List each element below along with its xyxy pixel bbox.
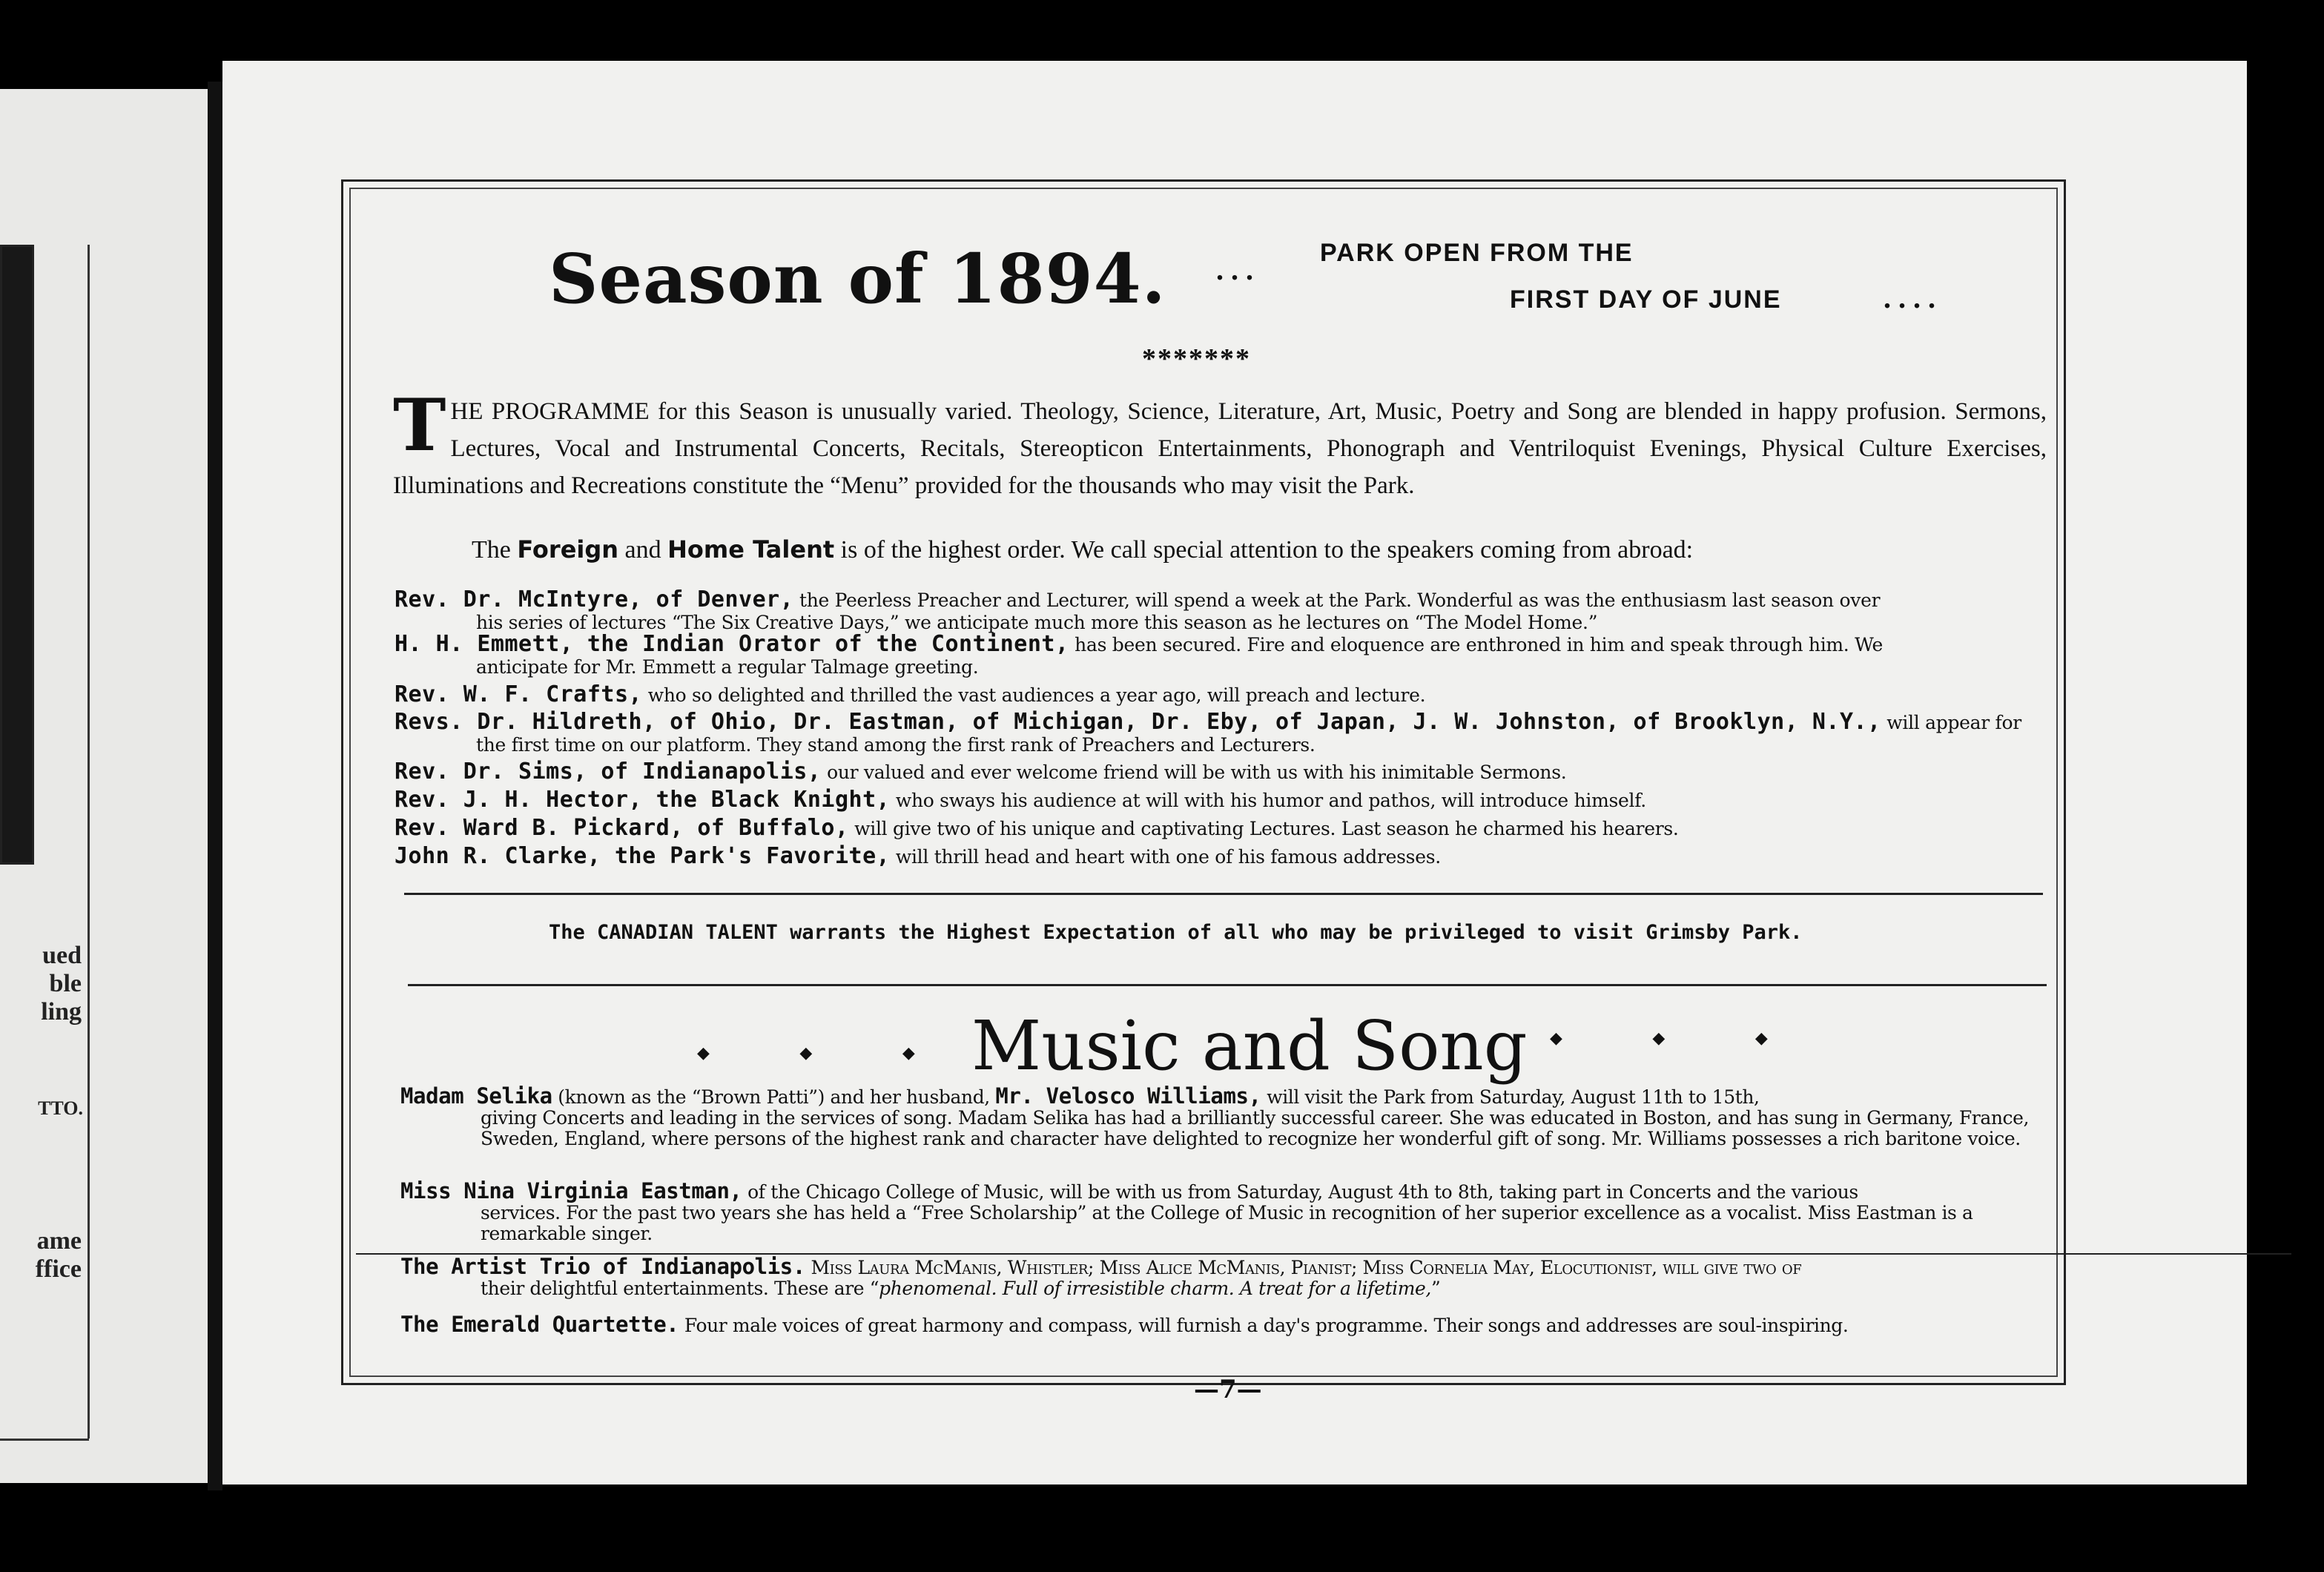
speaker-name: Rev. J. H. Hector, the Black Knight, — [395, 787, 891, 813]
speaker-name: H. H. Emmett, the Indian Orator of the Continent, — [395, 631, 1069, 657]
left-page-fragment — [0, 89, 208, 1483]
intro-paragraph — [393, 383, 2047, 504]
border-line — [88, 245, 90, 1439]
music-entry — [400, 1083, 2061, 1149]
intro-text: HE PROGRAMME for this Season is unusually varied. Theology, Science, Literature, Art, Music, Poetry and Song are blended in happy profusion. Sermons, Lectures, Vocal and Instrumental Concerts, Recitals, Stereopticon Entertainments, Phonograph and Ventriloquist Evenings, Physical Culture Exercises, Illuminations and Recreations constitute the “Menu” provided for the thousands who may visit the Park. — [393, 398, 2047, 499]
speaker-continuation: the first time on our platform. They stand among the first rank of Preachers and Lecturers. — [476, 734, 1315, 756]
border-line — [0, 1439, 89, 1441]
book-gutter — [208, 82, 222, 1490]
section-rule — [404, 893, 2043, 895]
speaker-text: will appear for — [1881, 712, 2021, 733]
performer-name-2: Mr. Velosco Williams, — [995, 1083, 1261, 1109]
performer-text: Four male voices of great harmony and compass, will furnish a day's programme. Their songs and addresses are soul-inspiring. — [679, 1315, 1849, 1336]
text-fragment: ble — [49, 970, 82, 997]
speaker-entry — [395, 681, 2050, 707]
lead-and: and — [624, 536, 661, 564]
lead-foreign: Foreign — [517, 535, 619, 564]
speaker-text: will thrill head and heart with one of his famous addresses. — [890, 846, 1441, 868]
speaker-text: who sways his audience at will with his humor and pathos, will introduce himself. — [890, 790, 1646, 811]
performer-text: of the Chicago College of Music, will be with us from Saturday, August 4th to 8th, taking part in Concerts and the various — [742, 1181, 1858, 1203]
park-open-line-1: PARK OPEN FROM THE — [1320, 239, 1634, 267]
speaker-text: has been secured. Fire and eloquence are enthroned in him and speak through him. We — [1069, 634, 1883, 655]
performer-text: (known as the “Brown Patti”) and her husband, — [552, 1086, 996, 1108]
speaker-entry — [395, 817, 2050, 840]
speaker-text: will give two of his unique and captivating Lectures. Last season he charmed his hearers. — [848, 818, 1679, 839]
diamond-ornaments-right: ◆ ◆ ◆ — [1550, 1028, 1811, 1047]
performer-continuation: giving Concerts and leading in the services of song. Madam Selika has had a brilliantly successful career. She was educated in Boston, and has sung in Germany, France, Sweden, England, where persons of the highest rank and character have delighted to recognize her wonderful gift of song. Mr. Williams possesses a rich baritone voice. — [481, 1107, 2030, 1149]
speaker-name: Revs. Dr. Hildreth, of Ohio, Dr. Eastman, of Michigan, Dr. Eby, of Japan, J. W. Johnston, of Brooklyn, N.Y., — [395, 709, 1881, 735]
speaker-text: our valued and ever welcome friend will be with us with his inimitable Sermons. — [821, 762, 1567, 783]
page-number: —7— — [1194, 1375, 1262, 1404]
speaker-entry — [395, 845, 2050, 868]
talent-lead-in — [472, 535, 1693, 564]
speaker-entry — [395, 711, 2050, 756]
performer-name: The Artist Trio of Indianapolis. — [400, 1254, 805, 1279]
text-fragment: ffice — [35, 1255, 82, 1283]
speaker-entry — [395, 589, 2050, 634]
music-section-title: Music and Song — [971, 1006, 1528, 1086]
speaker-name: John R. Clarke, the Park's Favorite, — [395, 843, 891, 869]
lead-post: is of the highest order. We call special attention to the speakers coming from abroad: — [840, 536, 1694, 564]
performer-continuation — [400, 1278, 2061, 1299]
speaker-name: Rev. Ward B. Pickard, of Buffalo, — [395, 815, 849, 841]
speaker-text: the Peerless Preacher and Lecturer, will spend a week at the Park. Wonderful as was the enthusiasm last season over — [793, 590, 1881, 611]
performer-text: will visit the Park from Saturday, August 11th to 15th, — [1261, 1086, 1760, 1108]
music-entry — [400, 1314, 2061, 1336]
section-rule — [408, 984, 2047, 986]
music-entry — [400, 1180, 2061, 1244]
canadian-talent-note: The CANADIAN TALENT warrants the Highest Expectation of all who may be privileged to visit Grimsby Park. — [549, 921, 1803, 944]
park-open-dots: . . . . — [1884, 281, 1935, 314]
text-fragment: ling — [41, 998, 82, 1026]
quote-italic: phenomenal. Full of irresistible charm. A treat for a lifetime, — [879, 1278, 1431, 1299]
speaker-name: Rev. Dr. McIntyre, of Denver, — [395, 587, 794, 612]
performer-text: Miss Laura McManis, Whistler; Miss Alice McManis, Pianist; Miss Cornelia May, Elocutionist, will give two of — [805, 1257, 1802, 1278]
park-open-line-2: FIRST DAY OF JUNE — [1510, 285, 1782, 314]
continuation-text: their delightful entertainments. These are “ — [481, 1278, 879, 1299]
speaker-entry — [395, 633, 2050, 678]
speaker-name: Rev. W. F. Crafts, — [395, 681, 643, 707]
performer-name: Miss Nina Virginia Eastman, — [400, 1178, 742, 1203]
text-fragment: ued — [42, 942, 82, 969]
continuation-text: ” — [1430, 1278, 1441, 1299]
document-page — [222, 61, 2247, 1485]
speaker-name: Rev. Dr. Sims, of Indianapolis, — [395, 759, 822, 785]
lead-pre: The — [472, 536, 511, 564]
text-fragment: ame — [36, 1227, 82, 1255]
performer-name: The Emerald Quartette. — [400, 1312, 679, 1337]
speaker-text: who so delighted and thrilled the vast audiences a year ago, will preach and lecture. — [642, 684, 1426, 706]
star-divider: ******* — [1142, 343, 1251, 374]
speaker-entry — [395, 761, 2050, 784]
title-dots: . . . — [1216, 253, 1253, 286]
performer-name: Madam Selika — [400, 1083, 552, 1109]
performer-continuation: services. For the past two years she has held a “Free Scholarship” at the College of Music in recognition of her superior excellence as a vocalist. Miss Eastman is a remarkable singer. — [481, 1202, 1973, 1244]
music-entry — [400, 1256, 2061, 1299]
speaker-continuation: his series of lectures “The Six Creative Days,” we anticipate much more this season as he lectures on “The Model Home.” — [476, 612, 1598, 633]
diamond-ornaments-left: ◆ ◆ ◆ — [697, 1043, 958, 1062]
speaker-entry — [395, 789, 2050, 812]
lead-home: Home Talent — [667, 535, 835, 564]
photo-fragment — [0, 245, 34, 865]
page-title: Season of 1894. — [549, 239, 1166, 319]
text-fragment: TTO. — [38, 1097, 83, 1119]
drop-cap: T — [393, 383, 446, 467]
speaker-continuation: anticipate for Mr. Emmett a regular Talmage greeting. — [476, 656, 979, 678]
